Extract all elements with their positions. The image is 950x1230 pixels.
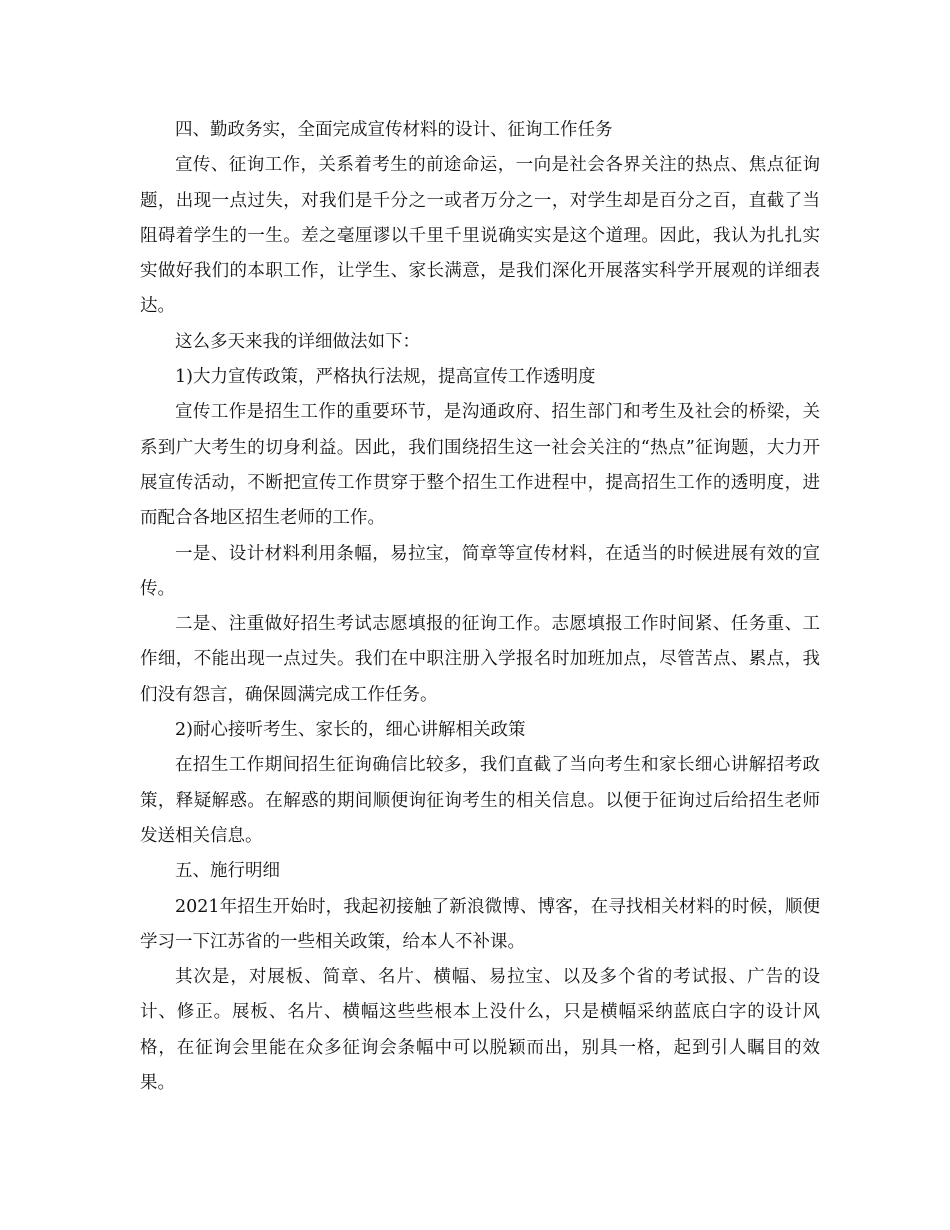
paragraph: 宣传、征询工作，关系着考生的前途命运，一向是社会各界关注的热点、焦点征询题，出现一点过失，对我们是千分之一或者万分之一，对学生却是百分之百，直截了当阻碍着学生的一生。差之毫厘谬以千里千里说确实实是这个道理。因此，我认为扎扎实实做好我们的本职工作，让学生、家长满意，是我们深化开展落实科学开展观的详细表达。 — [140, 155, 820, 317]
paragraph: 2021年招生开始时，我起初接触了新浪微博、博客，在寻找相关材料的时候，顺便学习一下江苏省的一些相关政策，给本人不补课。 — [140, 896, 820, 952]
subheading-1: 1)大力宣传政策，严格执行法规，提高宣传工作透明度 — [175, 367, 596, 388]
paragraph: 二是、注重做好招生考试志愿填报的征询工作。志愿填报工作时间紧、任务重、工作细，不能出现一点过失。我们在中职注册入学报名时加班加点，尽管苦点、累点，我们没有怨言，确保圆满完成工作任务。 — [140, 614, 820, 705]
paragraph: 一是、设计材料利用条幅，易拉宝，简章等宣传材料，在适当的时候进展有效的宣传。 — [140, 543, 820, 599]
section-heading-4: 四、勤政务实，全面完成宣传材料的设计、征询工作任务 — [175, 120, 613, 140]
subheading-2: 2)耐心接听考生、家长的，细心讲解相关政策 — [175, 720, 526, 741]
paragraph: 这么多天来我的详细做法如下： — [175, 331, 420, 352]
document-body — [140, 113, 820, 1101]
section-heading-5: 五、施行明细 — [175, 861, 280, 882]
paragraph: 其次是，对展板、简章、名片、横幅、易拉宝、以及多个省的考试报、广告的设计、修正。展板、名片、横幅这些些根本上没什么，只是横幅采纳蓝底白字的设计风格，在征询会里能在众多征询会条幅中可以脱颖而出，别具一格，起到引人瞩目的效果。 — [140, 967, 820, 1094]
paragraph: 在招生工作期间招生征询确信比较多，我们直截了当向考生和家长细心讲解招考政策，释疑解惑。在解惑的期间顺便询征询考生的相关信息。以便于征询过后给招生老师发送相关信息。 — [140, 755, 820, 846]
paragraph: 宣传工作是招生工作的重要环节，是沟通政府、招生部门和考生及社会的桥梁，关系到广大考生的切身利益。因此，我们围绕招生这一社会关注的“热点”征询题，大力开展宣传活动，不断把宣传工作贯穿于整个招生工作进程中，提高招生工作的透明度，进而配合各地区招生老师的工作。 — [140, 402, 820, 529]
